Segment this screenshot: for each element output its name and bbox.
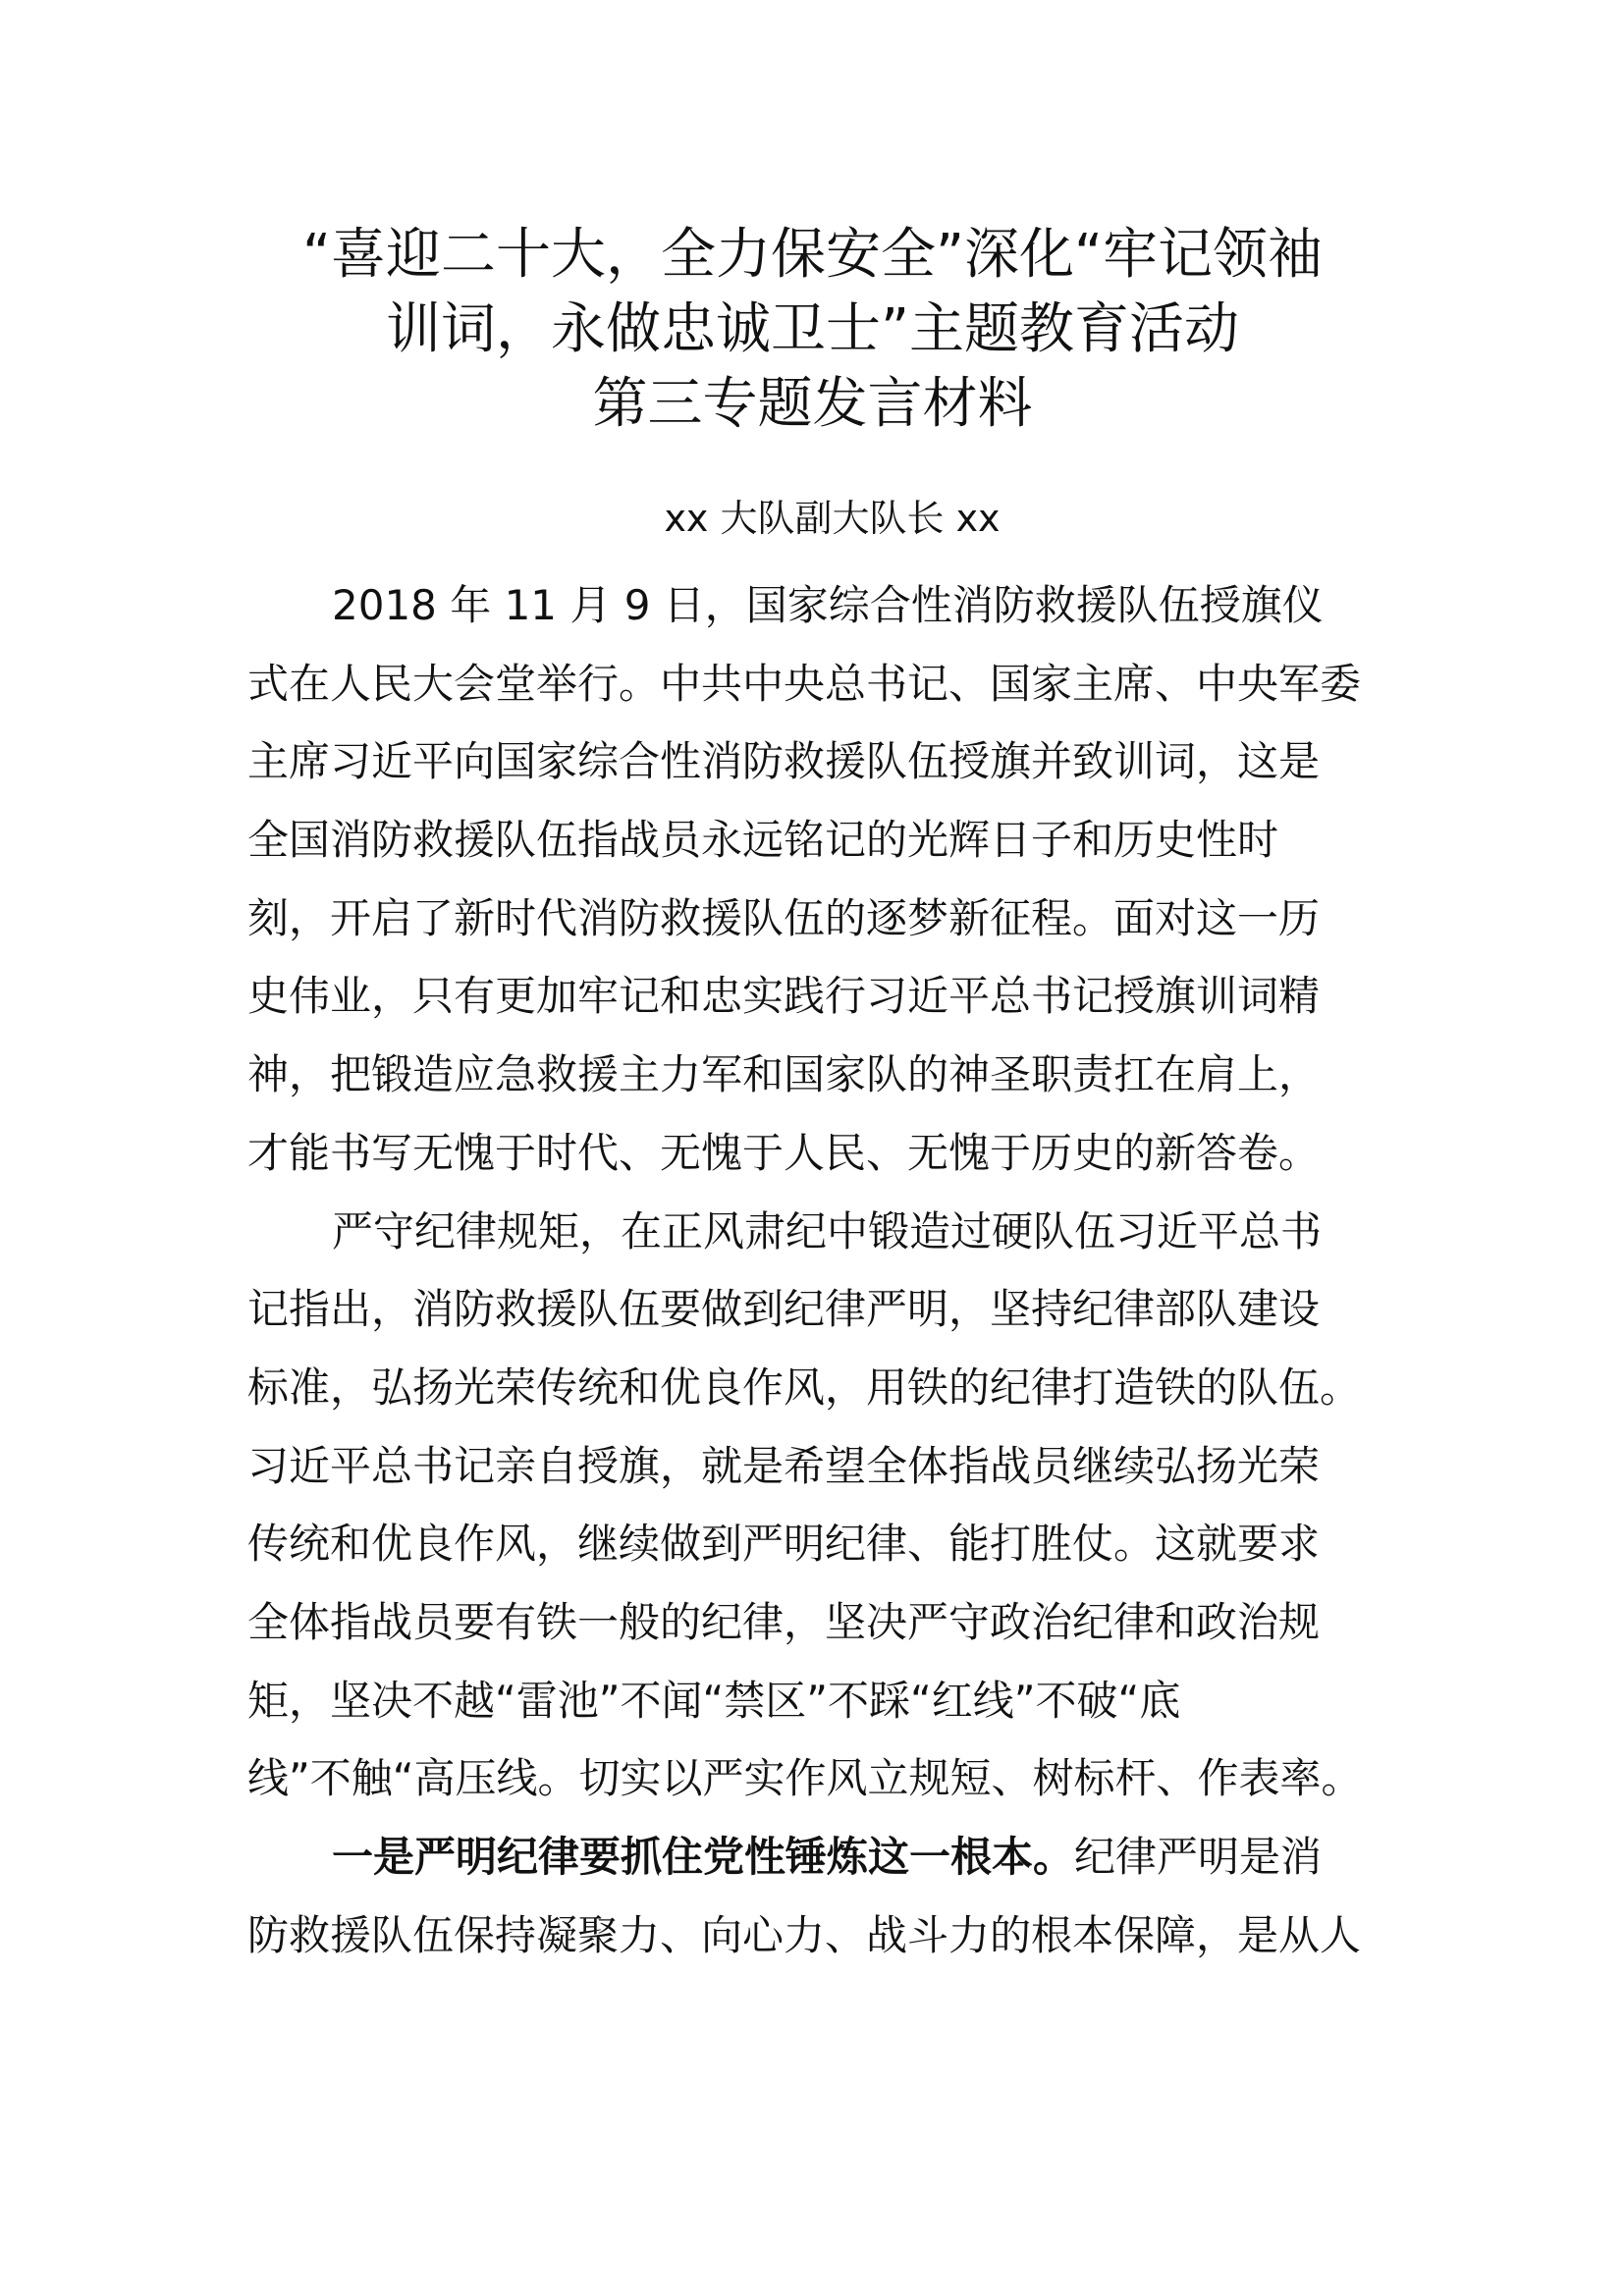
paragraph-2-line-2: 记指出，消防救援队伍要做到纪律严明，坚持纪律部队建设	[247, 1285, 1321, 1334]
paragraph-3-line-1	[247, 1818, 1386, 1896]
document-title	[226, 218, 1399, 442]
paragraph-2-line-7: 矩，坚决不越“雷池”不闻“禁区”不踩“红线”不破“底	[247, 1676, 1181, 1725]
paragraph-1-line-4: 全国消防救援队伍指战员永远铭记的光辉日子和历史性时	[247, 816, 1279, 865]
paragraph-2-line-1: 严守纪律规矩，在正风肃纪中锻造过硬队伍习近平总书	[332, 1206, 1323, 1255]
paragraph-2-line-3: 标准，弘扬光荣传统和优良作风，用铁的纪律打造铁的队伍。	[247, 1362, 1362, 1412]
paragraph-2-line-6: 全体指战员要有铁一般的纪律，坚决严守政治纪律和政治规	[247, 1597, 1321, 1646]
paragraph-1-line-6: 史伟业，只有更加牢记和忠实践行习近平总书记授旗训词精	[247, 972, 1321, 1021]
title-line-3: 第三专题发言材料	[592, 372, 1033, 436]
paragraph-2-line-8: 线”不触“高压线。切实以严实作风立规短、树标杆、作表率。	[247, 1754, 1363, 1803]
paragraph-1-line-1: 2018 年 11 月 9 日，国家综合性消防救援队伍授旗仪	[332, 581, 1324, 629]
title-line-2: 训词，永做忠诚卫士”主题教育活动	[385, 297, 1239, 361]
paragraph-3-bold-lead: 一是严明纪律要抓住党性锤炼这一根本。	[332, 1833, 1075, 1881]
paragraph-2-line-4: 习近平总书记亲自授旗，就是希望全体指战员继续弘扬光荣	[247, 1441, 1321, 1490]
paragraph-1-line-8: 才能书写无愧于时代、无愧于人民、无愧于历史的新答卷。	[247, 1128, 1321, 1177]
document-body	[247, 566, 1386, 1974]
paragraph-3-line-1-rest: 纪律严明是消	[1074, 1833, 1323, 1881]
paragraph-1-line-3: 主席习近平向国家综合性消防救援队伍授旗并致训词，这是	[247, 737, 1321, 786]
paragraph-1-line-7: 神，把锻造应急救援主力军和国家队的神圣职责扛在肩上，	[247, 1050, 1321, 1099]
paragraph-3-line-2: 防救援队伍保持凝聚力、向心力、战斗力的根本保障，是从人	[247, 1910, 1362, 1959]
paragraph-2-line-5: 传统和优良作风，继续做到严明纪律、能打胜仗。这就要求	[247, 1520, 1321, 1569]
title-line-1: “喜迎二十大，全力保安全”深化“牢记领袖	[301, 223, 1324, 287]
author-line: xx 大队副大队长 xx	[664, 497, 1001, 540]
paragraph-1-line-5: 刻，开启了新时代消防救援队伍的逐梦新征程。面对这一历	[247, 893, 1321, 942]
paragraph-1-line-2: 式在人民大会堂举行。中共中央总书记、国家主席、中央军委	[247, 659, 1362, 708]
